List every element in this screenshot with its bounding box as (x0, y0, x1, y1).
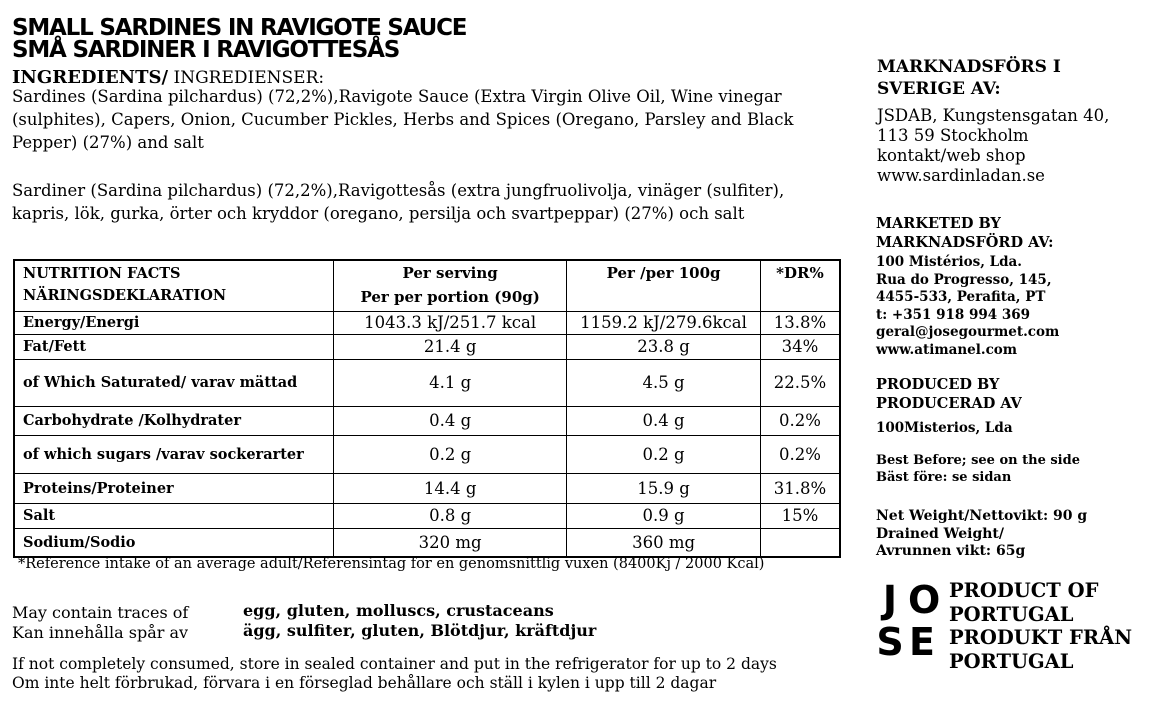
per-serving-value: 0.2 g (334, 435, 567, 473)
daily-reference-value: 0.2% (760, 435, 840, 473)
storage-en: If not completely consumed, store in sealed container and put in the refrigerator for up to 2 days (12, 655, 777, 673)
per-serving-value: 0.4 g (334, 406, 567, 435)
nutrition-row (14, 334, 840, 359)
origin-line: PRODUKT FRÅN (949, 626, 1133, 649)
allergen-list-en: egg, gluten, molluscs, crustaceans (243, 601, 554, 620)
origin-line: PORTUGAL (949, 649, 1074, 673)
origin-line: PORTUGAL (949, 602, 1074, 626)
ingredients-sv-line: Sardiner (Sardina pilchardus) (72,2%),Ravigottesås (extra jungfruolivolja, vinäger (sulfiter), (12, 181, 785, 200)
best-before (876, 452, 1080, 486)
ingredients-sv-line: kapris, lök, gurka, örter och kryddor (oregano, persilja och svartpeppar) (27%) och salt (12, 204, 745, 223)
per-serving-value: 320 mg (334, 528, 567, 557)
nutrient-label: Proteins/Proteiner (14, 473, 334, 503)
logo-letter: S (876, 620, 904, 664)
storage-sv: Om inte helt förbrukad, förvara i en förseglad behållare och ställ i kylen i upp till 2 dagar (12, 674, 717, 692)
allergen-label-sv: Kan innehålla spår av (12, 623, 189, 642)
net-weight: Net Weight/Nettovikt: 90 g (876, 508, 1088, 524)
produced-by-heading: PRODUCERAD AV (876, 395, 1022, 412)
daily-reference-value: 15% (760, 503, 840, 528)
nutrition-row (14, 435, 840, 473)
nutrition-header-label (14, 260, 334, 311)
nutrient-label: of which sugars /varav sockerarter (14, 435, 334, 473)
marketed-by-heading: MARKNADSFÖRD AV: (876, 234, 1054, 251)
nutrition-row (14, 473, 840, 503)
allergen-list-sv: ägg, sulfiter, gluten, Blötdjur, kräftdjur (243, 621, 597, 640)
nutrient-label: Fat/Fett (14, 334, 334, 359)
ingredients-heading-en: INGREDIENTS/ (12, 67, 169, 88)
per-serving-value: 14.4 g (334, 473, 567, 503)
per-100g-value: 360 mg (567, 528, 761, 557)
drained-weight-label: Drained Weight/ (876, 525, 1005, 542)
nutrition-header-dr: *DR% (760, 260, 840, 311)
pt-company: 100 Mistérios, Lda. (876, 254, 1023, 270)
header-serving-en: Per serving (402, 264, 498, 282)
portugal-address (876, 254, 1059, 359)
produced-by-heading: PRODUCED BY (876, 376, 1000, 393)
per-serving-value: 1043.3 kJ/251.7 kcal (334, 311, 567, 334)
marketed-by (876, 214, 1053, 252)
best-before-en: Best Before; see on the side (876, 453, 1080, 468)
header-label-en: NUTRITION FACTS (23, 265, 181, 282)
ingredients-en (12, 85, 852, 154)
weights (876, 508, 1087, 561)
header-serving-sv: Per per portion (90g) (360, 288, 540, 306)
origin-line: PRODUCT OF (949, 579, 1099, 602)
nutrition-header-per100: Per /per 100g (567, 260, 761, 311)
marketed-by-heading: MARKETED BY (876, 215, 1001, 232)
jose-logo (876, 578, 941, 666)
allergen-label-en: May contain traces of (12, 603, 189, 622)
daily-reference-value: 31.8% (760, 473, 840, 503)
nutrition-table (13, 259, 841, 558)
nutrition-header-row (14, 260, 840, 311)
ingredients-sv (12, 179, 852, 225)
title-en: SMALL SARDINES IN RAVIGOTE SAUCE (12, 15, 467, 41)
pt-phone: t: +351 918 994 369 (876, 306, 1031, 323)
daily-reference-value: 13.8% (760, 311, 840, 334)
ingredients-en-line: (sulphites), Capers, Onion, Cucumber Pickles, Herbs and Spices (Oregano, Parsley and Black (12, 110, 794, 129)
nutrition-row (14, 359, 840, 406)
nutrient-label: Energy/Energi (14, 311, 334, 334)
reference-intake-note: *Reference intake of an average adult/Referensintag för en genomsnittlig vuxen (8400Kj / 2000 Kcal) (18, 556, 765, 572)
nutrient-label: Sodium/Sodio (14, 528, 334, 557)
logo-letter: E (909, 620, 935, 664)
sweden-marketer (877, 56, 1061, 100)
logo-letter: J (882, 578, 898, 622)
title-sv: SMÅ SARDINER I RAVIGOTTESÅS (12, 37, 400, 63)
sweden-marketer-heading: MARKNADSFÖRS I (877, 57, 1061, 77)
per-serving-value: 4.1 g (334, 359, 567, 406)
daily-reference-value: 0.2% (760, 406, 840, 435)
sweden-city: 113 59 Stockholm (877, 126, 1029, 145)
nutrient-label: Carbohydrate /Kolhydrater (14, 406, 334, 435)
per-100g-value: 15.9 g (567, 473, 761, 503)
produced-by (876, 375, 1022, 413)
ingredients-en-line: Pepper) (27%) and salt (12, 133, 204, 152)
sweden-address (877, 106, 1109, 186)
pt-website: www.atimanel.com (876, 341, 1018, 358)
nutrient-label: of Which Saturated/ varav mättad (14, 359, 334, 406)
per-100g-value: 1159.2 kJ/279.6kcal (567, 311, 761, 334)
per-100g-value: 0.2 g (567, 435, 761, 473)
per-100g-value: 23.8 g (567, 334, 761, 359)
sweden-company: JSDAB, Kungstensgatan 40, (877, 106, 1110, 125)
nutrient-label: Salt (14, 503, 334, 528)
sweden-website: www.sardinladan.se (877, 166, 1045, 185)
per-serving-value: 21.4 g (334, 334, 567, 359)
daily-reference-value: 22.5% (760, 359, 840, 406)
per-100g-value: 0.4 g (567, 406, 761, 435)
logo-letter: O (908, 578, 941, 622)
per-100g-value: 4.5 g (567, 359, 761, 406)
ingredients-en-line: Sardines (Sardina pilchardus) (72,2%),Ravigote Sauce (Extra Virgin Olive Oil, Wine vinegar (12, 87, 782, 106)
nutrition-row (14, 406, 840, 435)
nutrition-row (14, 528, 840, 557)
nutrition-header-serving (334, 260, 567, 311)
per-serving-value: 0.8 g (334, 503, 567, 528)
pt-email: geral@josegourmet.com (876, 324, 1060, 340)
drained-weight: Avrunnen vikt: 65g (876, 543, 1026, 559)
ingredients-heading-sv: INGREDIENSER: (173, 68, 325, 88)
per-100g-value: 0.9 g (567, 503, 761, 528)
daily-reference-value (760, 528, 840, 557)
pt-city: 4455-533, Perafita, PT (876, 289, 1046, 305)
sweden-contact: kontakt/web shop (877, 146, 1026, 165)
best-before-sv: Bäst före: se sidan (876, 470, 1012, 485)
producer-name: 100Misterios, Lda (876, 420, 1013, 436)
pt-street: Rua do Progresso, 145, (876, 271, 1052, 288)
sweden-marketer-heading: SVERIGE AV: (877, 79, 1001, 99)
daily-reference-value: 34% (760, 334, 840, 359)
nutrition-row (14, 311, 840, 334)
nutrition-row (14, 503, 840, 528)
product-origin (949, 579, 1132, 673)
header-label-sv: NÄRINGSDEKLARATION (23, 287, 227, 304)
